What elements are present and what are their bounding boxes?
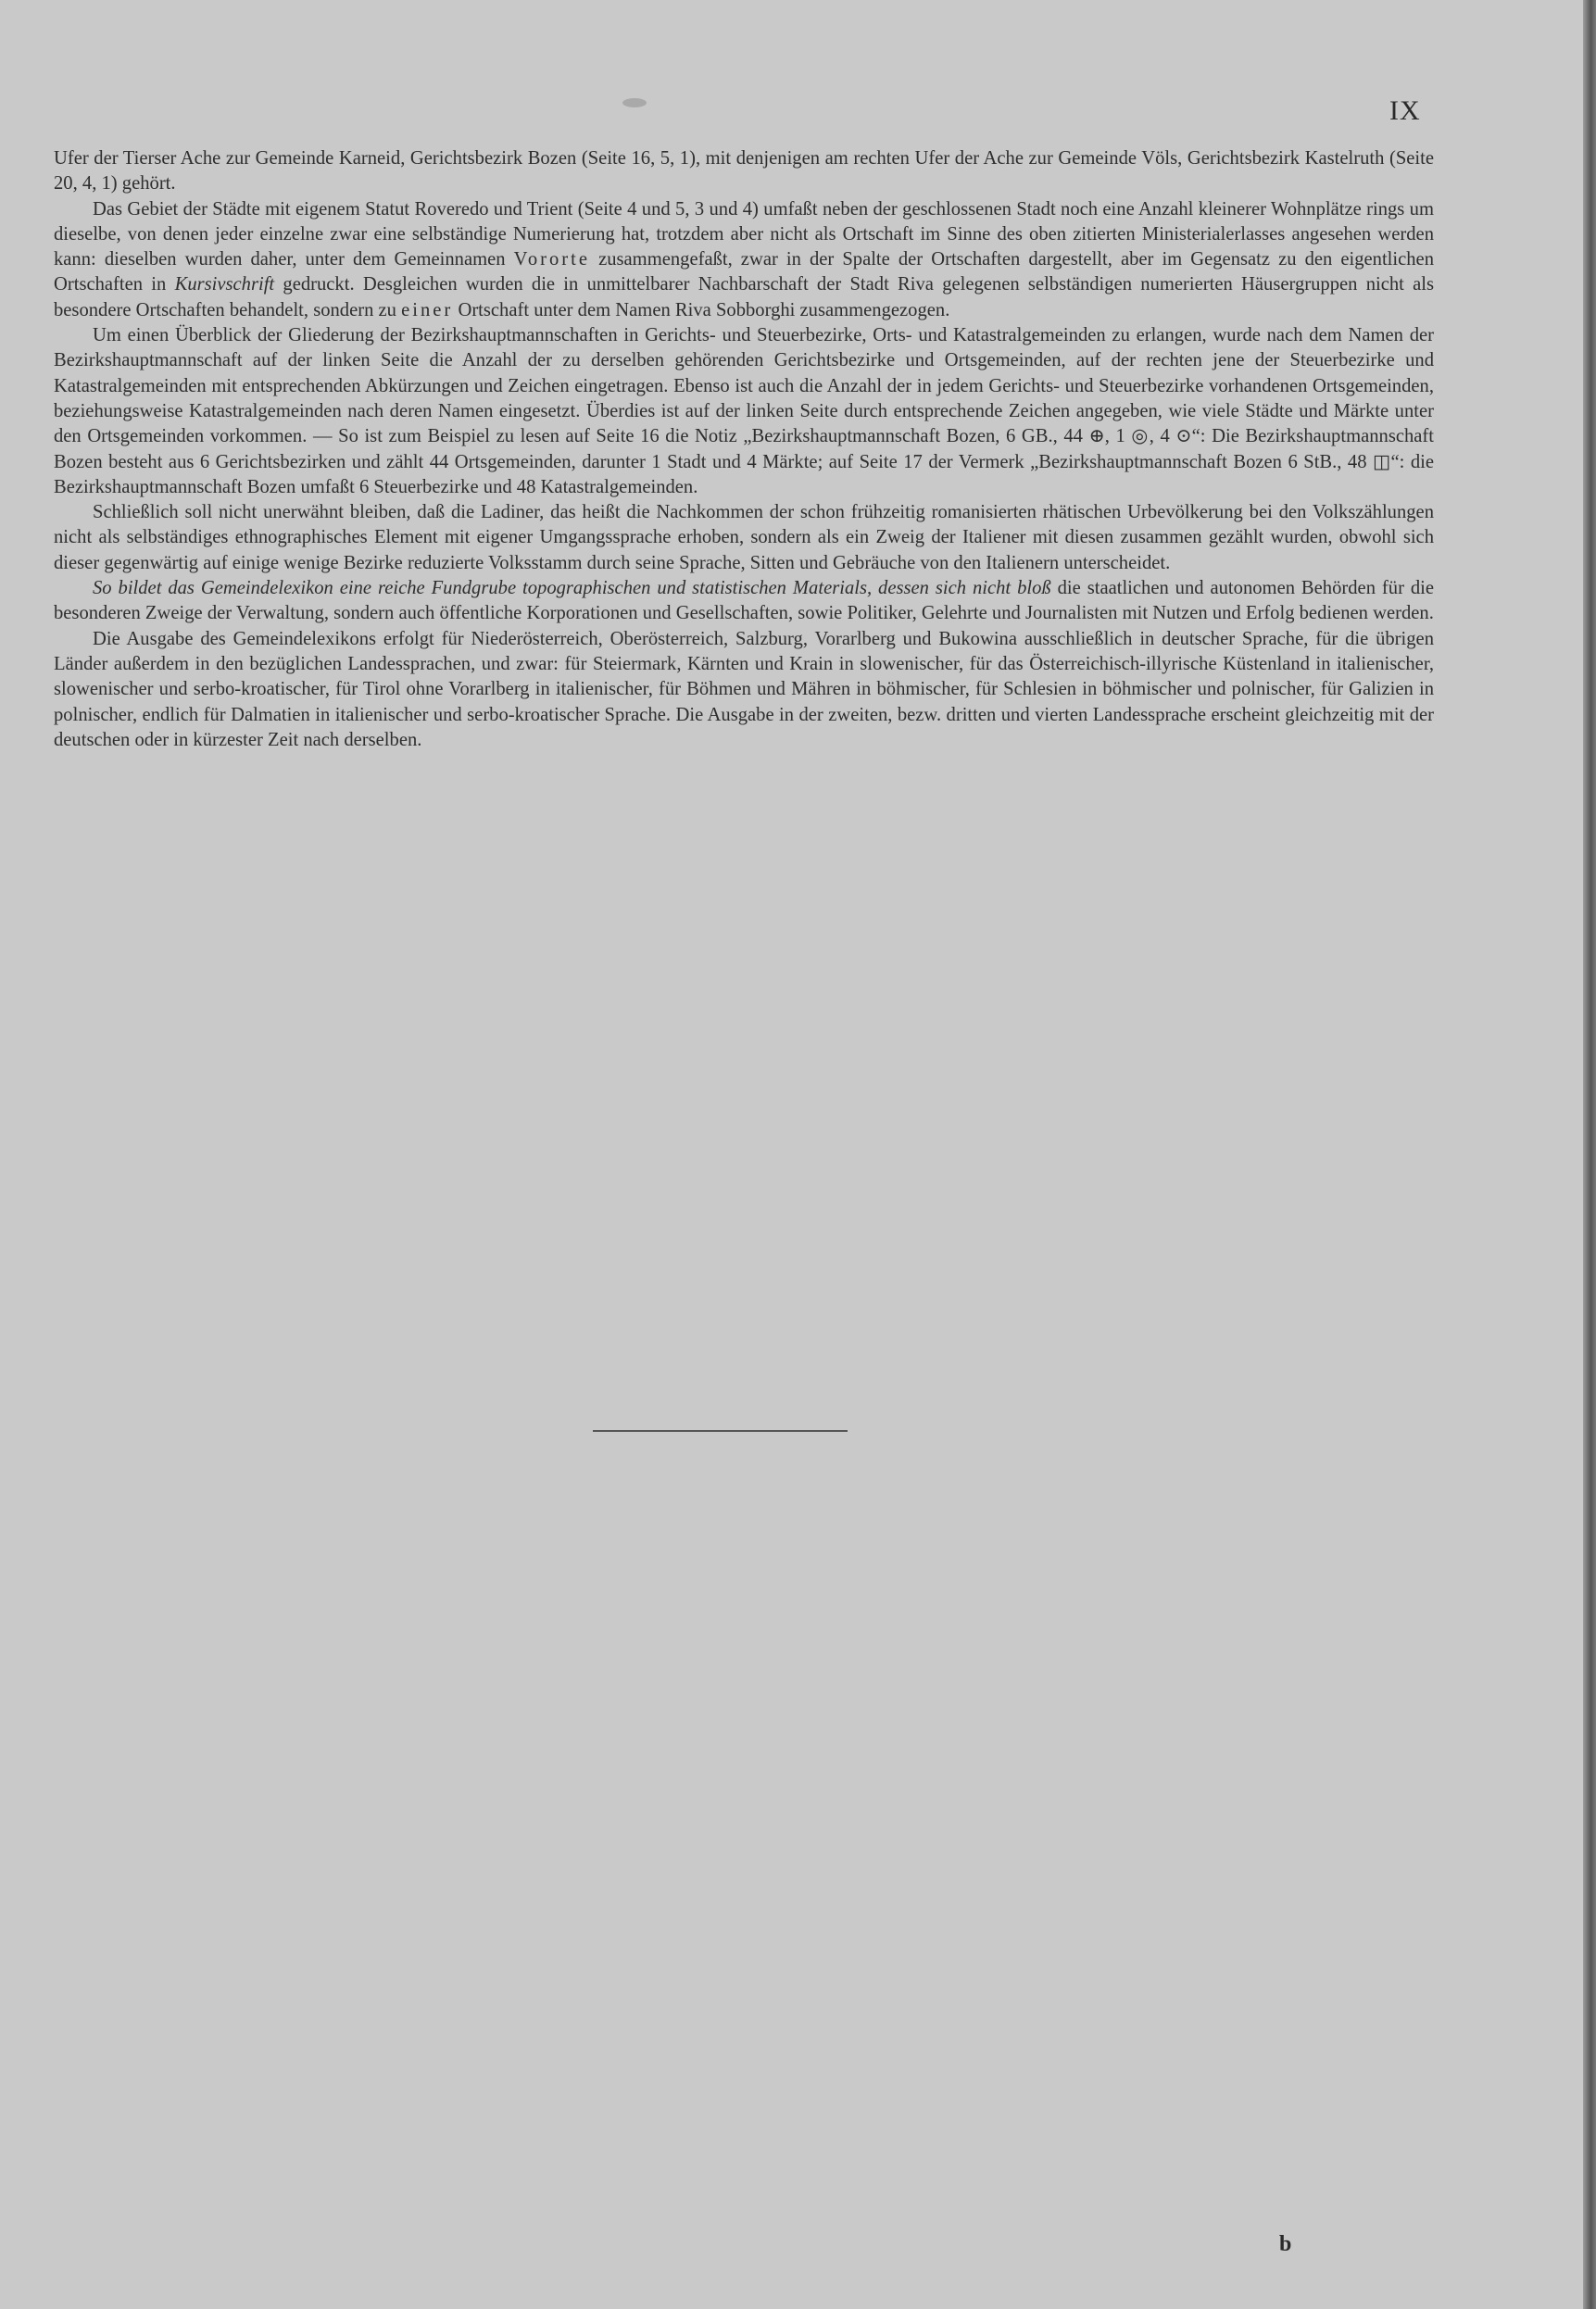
- signature-mark: b: [1279, 2232, 1292, 2256]
- paragraph-text: gedruckt. Desgleichen wurden die in unmittelbarer Nachbarschaft der Stadt Riva gelegenen selbständigen numerierten Häusergruppen nicht als besondere Ortschaften behandelt, sondern zu: [54, 274, 1434, 320]
- paragraph-statute-cities: [54, 197, 1434, 323]
- paragraph-text: die staatlichen und autonomen Behörden für die besonderen Zweige der Verwaltung, sondern auch öffentliche Korporationen und Gesellschaften, sowie Politiker, Gelehrte und Journalisten mit Nutzen und Erfolg bedienen werden.: [54, 578, 1435, 624]
- italic-sentence: So bildet das Gemeindelexikon eine reiche Fundgrube topographischen und statistischen Materials, dessen sich nicht bloß: [93, 578, 1051, 599]
- italic-term: Kursivschrift: [174, 274, 275, 295]
- paragraph-continuation: Ufer der Tierser Ache zur Gemeinde Karneid, Gerichtsbezirk Bozen (Seite 16, 5, 1), mit denjenigen am rechten Ufer der Ache zur Gemeinde Völs, Gerichtsbezirk Kastelruth (Seite 20, 4, 1) gehört.: [54, 148, 1434, 195]
- paragraph-text: Das Gebiet der Städte mit eigenem Statut Roveredo und Trient (Seite 4 und 5, 3 und 4) umfaßt neben der geschlossenen Stadt noch eine Anzahl kleinerer Wohnplätze rings um dieselbe, von denen jeder einzelne zwar eine selbständige Numerierung hat, trotzdem aber nicht als Ortschaft im Sinne des oben zitierten Ministerialerlasses angesehen werden kann: dieselben wurden daher, unter dem Gemeinnamen: [54, 198, 1434, 270]
- paragraph-text: Ortschaft unter dem Namen Riva Sobborghi zusammengezogen.: [453, 299, 950, 320]
- ink-stain: [622, 98, 647, 107]
- paragraph-languages: Die Ausgabe des Gemeindelexikons erfolgt für Niederösterreich, Oberösterreich, Salzburg, Vorarlberg und Bukowina ausschließlich in deutscher Sprache, für die übrigen Länder außerdem in den bezüglichen Landessprachen, und zwar: für Steiermark, Kärnten und Krain in slowenischer, für das Österreichisch-illyrische Küstenland in italienischer, slowenischer und serbo-kroatischer, für Tirol ohne Vorarlberg in italienischer, für Böhmen und Mähren in böhmischer, für Schlesien in böhmischer und polnischer, für Galizien in polnischer, endlich für Dalmatien in italienischer und serbo-kroatischer Sprache. Die Ausgabe in der zweiten, bezw. dritten und vierten Landessprache erscheint gleichzeitig mit der deutschen oder in kürzester Zeit nach derselben.: [54, 628, 1434, 750]
- spaced-term: Vororte: [513, 249, 591, 270]
- paragraph-overview: Um einen Überblick der Gliederung der Bezirkshauptmannschaften in Gerichts- und Steuerbezirke, Orts- und Katastralgemeinden zu erlangen, wurde nach dem Namen der Bezirkshauptmannschaft auf der linken Seite die Anzahl der zu derselben gehörenden Gerichtsbezirke und Ortsgemeinden, auf der rechten jene der Steuerbezirke und Katastralgemeinden mit entsprechenden Abkürzungen und Zeichen eingetragen. Ebenso ist auch die Anzahl der in jedem Gerichts- und Steuerbezirke vorhandenen Ortsgemeinden, beziehungsweise Katastralgemeinden nach deren Namen eingesetzt. Überdies ist auf der linken Seite durch entsprechende Zeichen angegeben, wie viele Städte und Märkte unter den Ortsgemeinden vorkommen. — So ist zum Beispiel zu lesen auf Seite 16 die Notiz „Bezirkshauptmannschaft Bozen, 6 GB., 44 ⊕, 1 ◎, 4 ⊙“: Die Bezirkshauptmannschaft Bozen besteht aus 6 Gerichtsbezirken und zählt 44 Ortsgemeinden, darunter 1 Stadt und 4 Märkte; auf Seite 17 der Vermerk „Bezirkshauptmannschaft Bozen 6 StB., 48 ◫“: die Bezirkshauptmannschaft Bozen umfaßt 6 Steuerbezirke und 48 Katastralgemeinden.: [54, 325, 1434, 497]
- paragraph-summary: [54, 576, 1434, 627]
- spaced-term: einer: [401, 299, 454, 320]
- body-text: [54, 146, 1434, 753]
- section-divider: [593, 1430, 848, 1432]
- paragraph-text: zusammengefaßt, zwar in der Spalte der Ortschaften dargestellt, aber im Gegensatz zu den eigentlichen Ortschaften in: [54, 249, 1434, 295]
- page-edge-shadow: [1583, 0, 1596, 2309]
- paragraph-ladiner: Schließlich soll nicht unerwähnt bleiben, daß die Ladiner, das heißt die Nachkommen der schon frühzeitig romanisierten rhätischen Urbevölkerung bei den Volkszählungen nicht als selbständiges ethnographisches Element mit eigener Umgangssprache erhoben, sondern als ein Zweig der Italiener mit diesen zusammen gezählt wurden, obwohl sich dieser gegenwärtig auf einige wenige Bezirke reduzierte Volksstamm durch seine Sprache, Sitten und Gebräuche von den Italienern unterscheidet.: [54, 502, 1434, 573]
- page-number: IX: [1389, 95, 1421, 126]
